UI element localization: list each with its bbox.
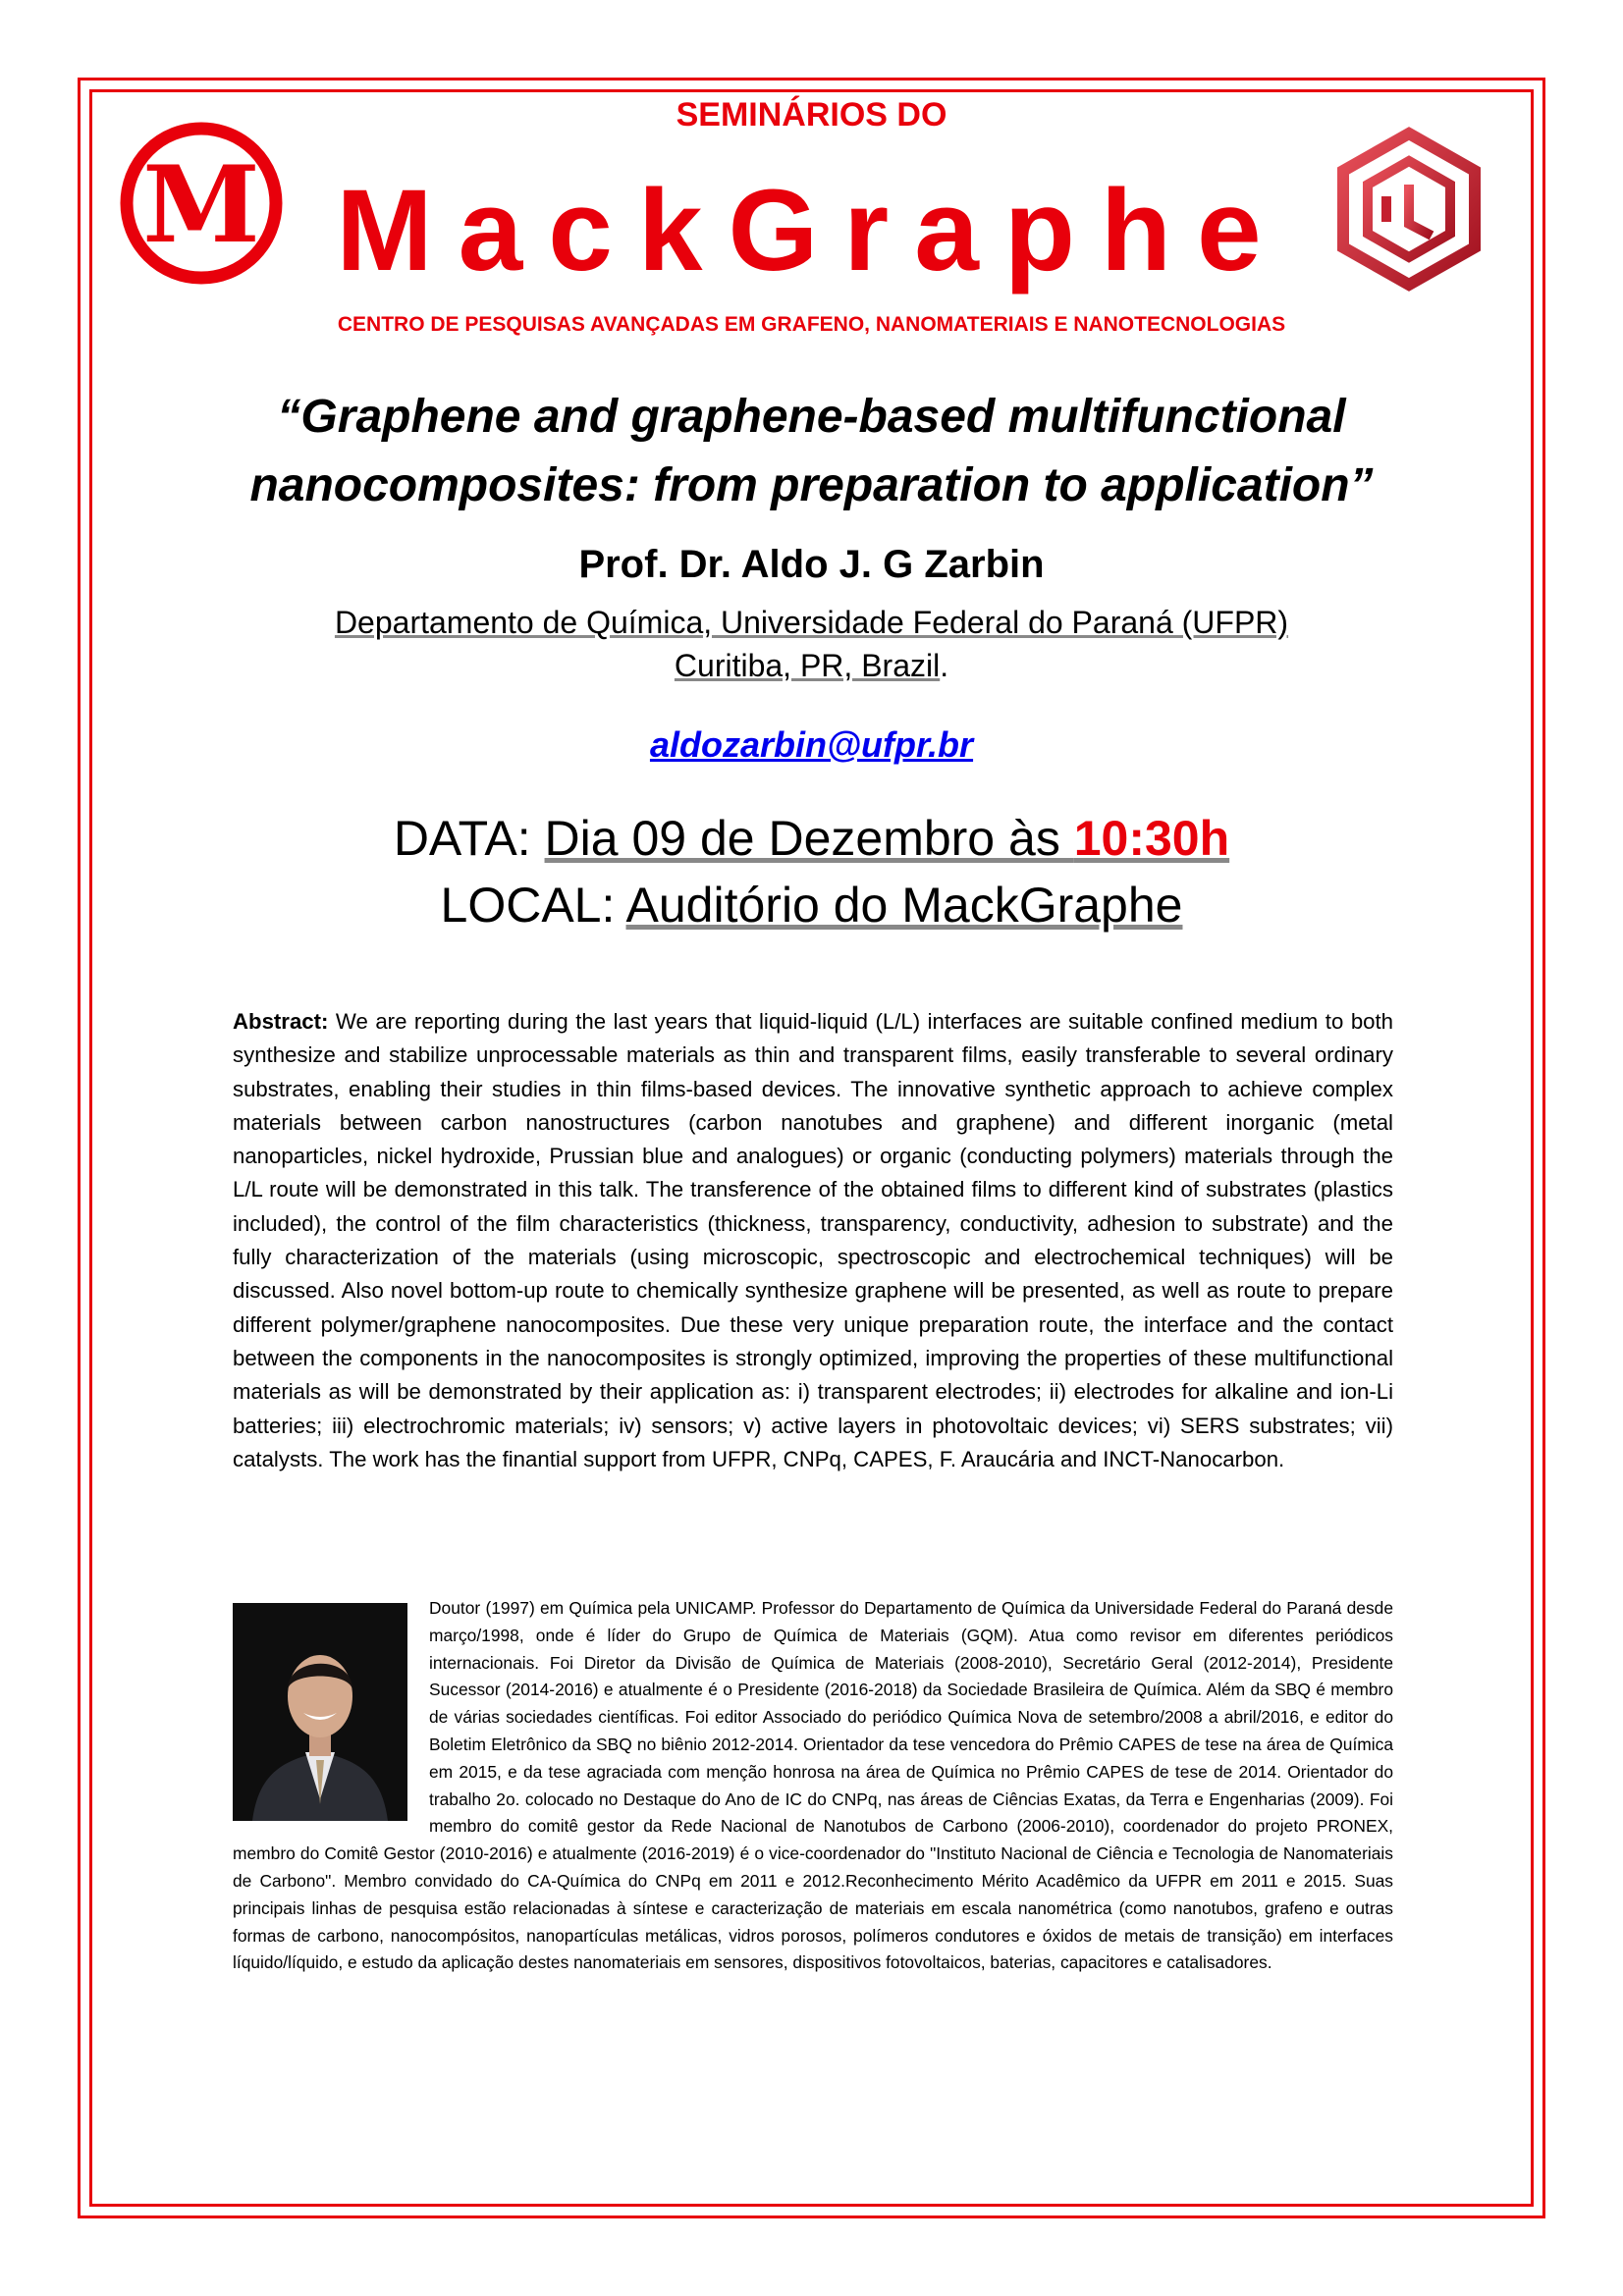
- location-value: Auditório do MackGraphe: [625, 878, 1183, 933]
- city-link[interactable]: Curitiba, PR, Brazil: [674, 648, 941, 683]
- speaker-email-link[interactable]: aldozarbin@ufpr.br: [649, 724, 974, 765]
- talk-title: “Graphene and graphene-based multifunctional nanocomposites: from preparation to application”: [249, 391, 1374, 511]
- abstract-label: Abstract:: [233, 1009, 329, 1034]
- bio-text: Doutor (1997) em Química pela UNICAMP. Professor do Departamento de Química da Universidade Federal do Paraná desde março/1998, onde é líder do Grupo de Química de Materiais (GQM). Atua como revisor em diferentes periódicos internacionais. Foi Diretor da Divisão de Química de Materiais (2008-2010), Secretário Geral (2012-2014), Presidente Sucessor (2014-2016) e atualmente é o Presidente (2016-2018) da Sociedade Brasileira de Química. Além da SBQ é membro de várias sociedades científicas. Foi editor Associado do periódico Química Nova de setembro/2008 a abril/2016, e editor do Boletim Eletrônico da SBQ no biênio 2012-2014. Orientador da tese vencedora do Prêmio CAPES de tese na área de Química em 2015, e da tese agraciada com menção honrosa na área de Química no Prêmio CAPES de tese de 2014. Orientador do trabalho 2o. colocado no Destaque do Ano de IC do CNPq, nas áreas de Ciências Exatas, da Terra e Engenharias (2009). Foi membro do comitê gestor da Rede Nacional de Nanotubos de Carbono (2006-2010), coordenador do projeto PRONEX, membro do Comitê Gestor (2010-2016) e atualmente (2016-2019) é o vice-coordenador do "Instituto Nacional de Ciência e Tecnologia de Nanomateriais de Carbono". Membro convidado do CA-Química do CNPq em 2011 e 2012.Reconhecimento Mérito Acadêmico da UFPR em 2011 e 2015. Suas principais linhas de pesquisa estão relacionadas à síntese e caracterização de materiais em escala nanométrica (como nanotubos, grafeno e outras formas de carbono, nanocompósitos, nanopartículas metálicas, vidros porosos, polímeros condutores e óxidos de metais de transição) em interfaces líquido/líquido, e estudo da aplicação destes nanomateriais em sensores, dispositivos fotovoltaicos, baterias, capacitores e catalisadores.: [233, 1598, 1393, 1973]
- department-link[interactable]: Departamento de Química, Universidade Federal do Paraná (UFPR): [334, 605, 1289, 640]
- mackenzie-m-logo: [118, 120, 285, 287]
- location-label: LOCAL:: [440, 878, 626, 933]
- date-label: DATA:: [393, 811, 545, 866]
- date-value: Dia 09 de Dezembro às: [544, 811, 1074, 866]
- brand-name: MackGraphe: [336, 166, 1287, 295]
- speaker-photo: [233, 1603, 407, 1821]
- speaker-name: Prof. Dr. Aldo J. G Zarbin: [578, 543, 1045, 586]
- speaker-affiliation: [0, 601, 1623, 687]
- schedule-block: [0, 805, 1623, 938]
- city-suffix: .: [940, 648, 949, 683]
- mackgraphe-hexagon-logo: [1325, 126, 1492, 293]
- speaker-photo-illustration: [233, 1603, 407, 1821]
- m-logo-letter: M: [142, 143, 260, 267]
- abstract-paragraph: [233, 1005, 1393, 1476]
- series-title: SEMINÁRIOS DO: [676, 96, 947, 133]
- center-subtitle: CENTRO DE PESQUISAS AVANÇADAS EM GRAFENO, NANOMATERIAIS E NANOTECNOLOGIAS: [337, 313, 1286, 336]
- time-value: 10:30h: [1073, 811, 1230, 866]
- bio-section: [233, 1595, 1393, 1977]
- abstract-text: We are reporting during the last years that liquid-liquid (L/L) interfaces are suitable confined medium to both synthesize and stabilize unprocessable materials as thin and transparent films, easily transferable to several ordinary substrates, enabling their studies in thin films-based devices. The innovative synthetic approach to achieve complex materials between carbon nanostructures (carbon nanotubes and graphene) and different inorganic (metal nanoparticles, nickel hydroxide, Prussian blue and analogues) or organic (conducting polymers) materials through the L/L route will be demonstrated in this talk. The transference of the obtained films to different kind of substrates (plastics included), the control of the film characteristics (thickness, transparency, conductivity, adhesion to substrate) and the fully characterization of the materials (using microscopic, spectroscopic and electrochemical techniques) will be discussed. Also novel bottom-up route to chemically synthesize graphene will be presented, as well as route to prepare different polymer/graphene nanocomposites. Due these very unique preparation route, the interface and the contact between the components in the nanocomposites is strongly optimized, improving the properties of these multifunctional materials as will be demonstrated by their application as: i) transparent electrodes; ii) electrodes for alkaline and ion-Li batteries; iii) electrochromic materials; iv) sensors; v) active layers in photovoltaic devices; vi) SERS substrates; vii) catalysts. The work has the finantial support from UFPR, CNPq, CAPES, F. Araucária and INCT-Nanocarbon.: [233, 1009, 1393, 1471]
